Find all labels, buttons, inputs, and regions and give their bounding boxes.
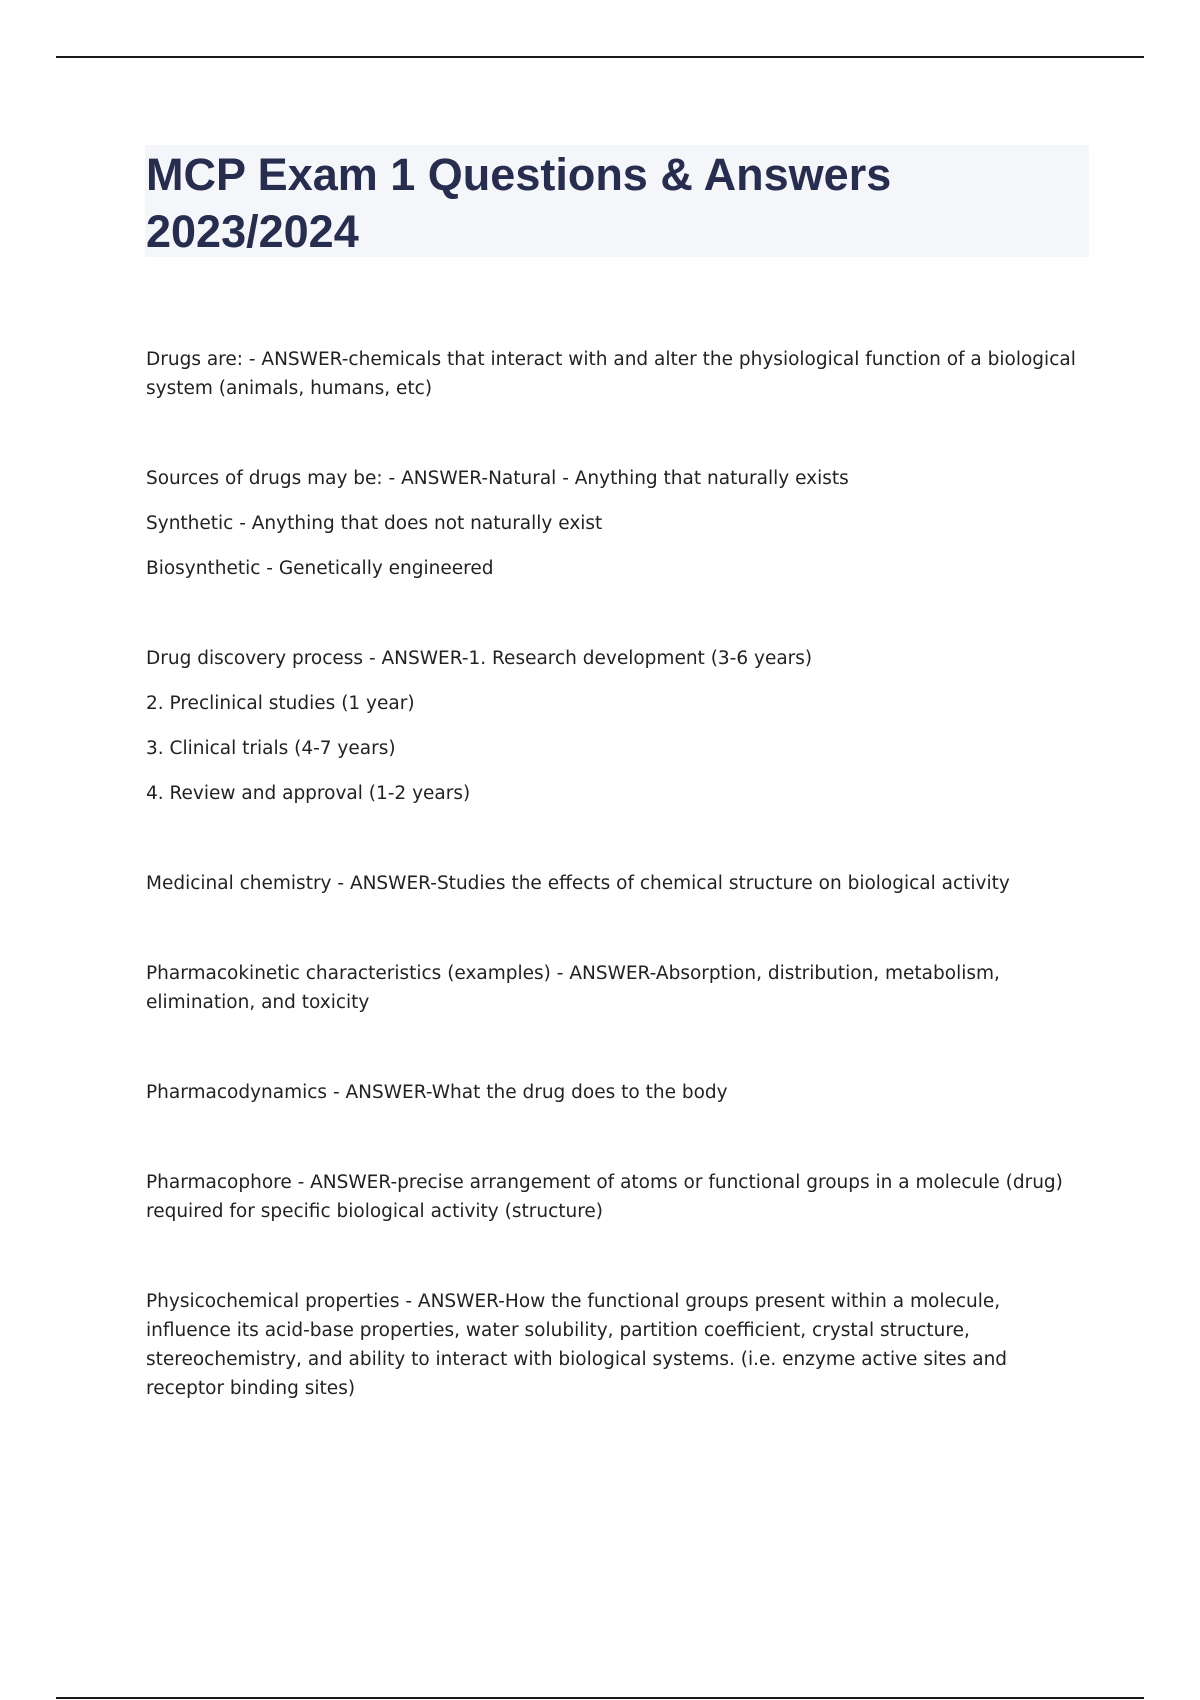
qa-text: Medicinal chemistry - ANSWER-Studies the effects of chemical structure on biological activity [146, 873, 1010, 894]
qa-text: Sources of drugs may be: - ANSWER-Natural - Anything that naturally exists [146, 468, 849, 489]
qa-item-sources [146, 464, 1090, 583]
qa-text: 2. Preclinical studies (1 year) [146, 693, 415, 714]
qa-list [146, 345, 1090, 1464]
document-title: MCP Exam 1 Questions & Answers 2023/2024 [146, 149, 892, 257]
qa-item-pharmacokinetic [146, 959, 1090, 1017]
qa-item-pharmacophore [146, 1168, 1090, 1226]
qa-item-discovery [146, 644, 1090, 808]
qa-item-medicinal-chemistry [146, 869, 1090, 898]
qa-text: Pharmacodynamics - ANSWER-What the drug does to the body [146, 1082, 728, 1103]
qa-item-physicochemical [146, 1287, 1090, 1403]
top-rule [56, 56, 1144, 58]
qa-item-pharmacodynamics [146, 1078, 1090, 1107]
qa-item-drugs [146, 345, 1090, 403]
qa-text: 3. Clinical trials (4-7 years) [146, 738, 396, 759]
qa-text: Synthetic - Anything that does not naturally exist [146, 513, 603, 534]
bottom-rule [56, 1697, 1144, 1699]
qa-text: Pharmacokinetic characteristics (examples) - ANSWER-Absorption, distribution, metabolism, elimination, and toxicity [146, 963, 1000, 1013]
qa-text: Drug discovery process - ANSWER-1. Research development (3-6 years) [146, 648, 813, 669]
qa-text: Physicochemical properties - ANSWER-How the functional groups present within a molecule, influence its acid-base properties, water solubility, partition coefficient, crystal structure, stereochemistry, and ability to interact with biological systems. (i.e. enzyme active sites and receptor binding sites) [146, 1291, 1008, 1399]
qa-text: 4. Review and approval (1-2 years) [146, 783, 471, 804]
qa-text: Drugs are: - ANSWER-chemicals that interact with and alter the physiological function of a biological system (animals, humans, etc) [146, 349, 1076, 399]
qa-text: Biosynthetic - Genetically engineered [146, 558, 494, 579]
qa-text: Pharmacophore - ANSWER-precise arrangement of atoms or functional groups in a molecule (drug) required for specific biological activity (structure) [146, 1172, 1063, 1222]
